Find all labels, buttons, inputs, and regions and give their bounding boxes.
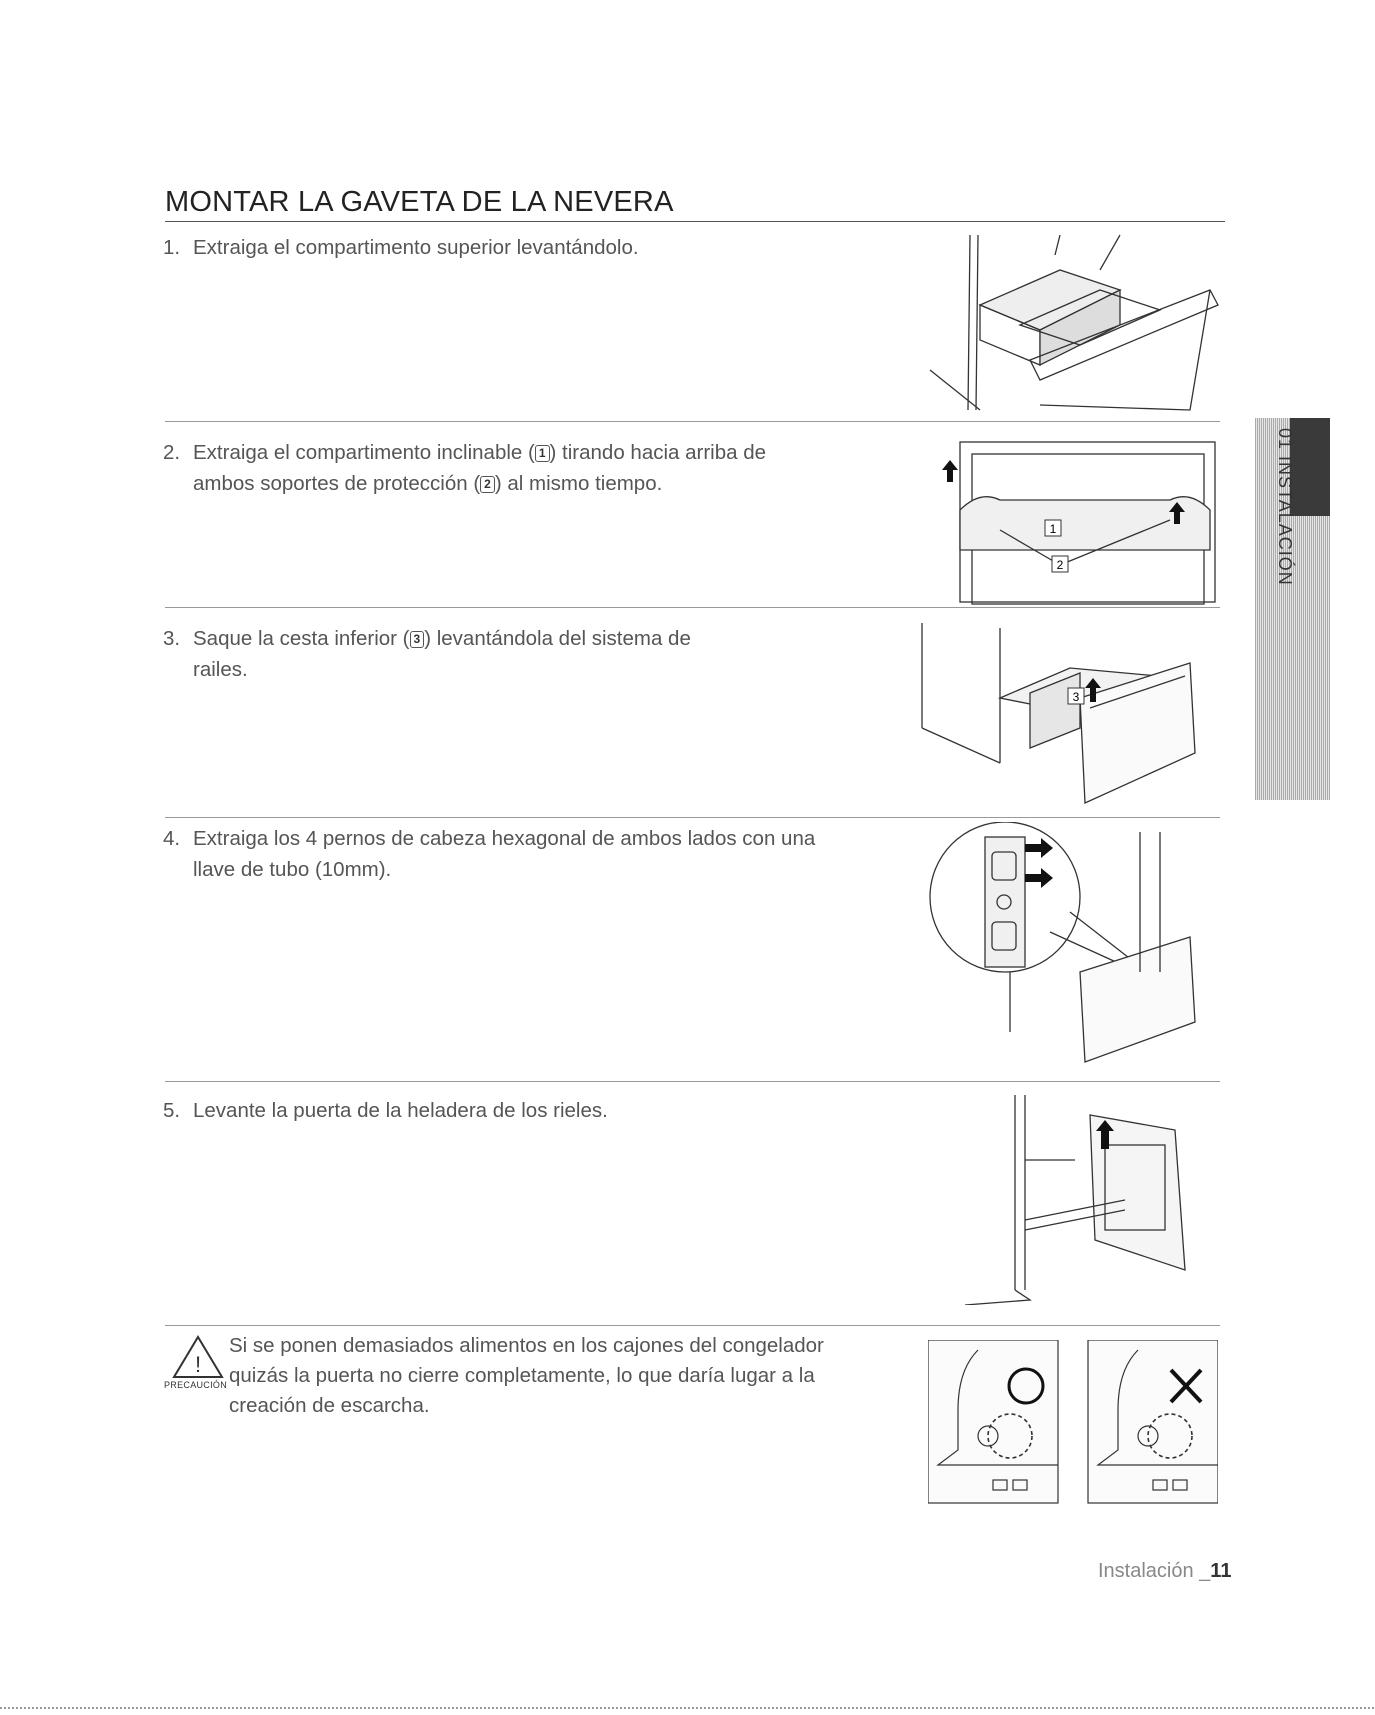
divider	[165, 421, 1220, 422]
step-text: Extraiga el compartimento superior levantándolo.	[193, 236, 639, 259]
divider	[165, 817, 1220, 818]
figure-caution	[928, 1340, 1218, 1505]
step-1	[163, 232, 639, 263]
figure-step-4	[920, 822, 1200, 1072]
figure-label-3: 3	[1072, 690, 1080, 704]
caution-line: Si se ponen demasiados alimentos en los cajones del congelador	[229, 1334, 824, 1357]
figure-step-2	[920, 430, 1220, 605]
step-text: ) tirando hacia arriba de	[549, 441, 767, 464]
divider	[165, 1081, 1220, 1082]
step-4	[163, 823, 815, 885]
bottom-border	[0, 1707, 1375, 1709]
caution-label: PRECAUCIÓN	[164, 1380, 228, 1390]
warning-icon	[170, 1333, 226, 1383]
caution-line: quizás la puerta no cierre completamente, lo que daría lugar a la	[229, 1364, 815, 1387]
step-5	[163, 1095, 608, 1126]
step-number: 4.	[163, 827, 181, 850]
step-3	[163, 623, 691, 685]
step-number: 1.	[163, 236, 181, 259]
step-text: railes.	[193, 658, 248, 681]
side-tab-label: 01 INSTALACIÓN	[1275, 428, 1295, 586]
divider	[165, 607, 1220, 608]
callout-badge: 3	[410, 631, 425, 648]
step-text: ) levantándola del sistema de	[424, 627, 691, 650]
figure-step-5	[955, 1090, 1195, 1305]
step-text: Extraiga el compartimento inclinable (	[193, 441, 535, 464]
up-arrow-icon	[942, 460, 958, 482]
page-number: 11	[1210, 1560, 1232, 1582]
caution-line: creación de escarcha.	[229, 1394, 430, 1417]
step-text: Levante la puerta de la heladera de los rieles.	[193, 1099, 608, 1122]
divider	[165, 1325, 1220, 1326]
step-2	[163, 437, 766, 499]
step-number: 3.	[163, 627, 181, 650]
step-text: Saque la cesta inferior (	[193, 627, 410, 650]
step-number: 5.	[163, 1099, 181, 1122]
figure-label-1: 1	[1049, 522, 1057, 536]
step-number: 2.	[163, 441, 181, 464]
svg-text:!: !	[194, 1352, 202, 1377]
figure-label-2: 2	[1056, 558, 1064, 572]
step-text: ambos soportes de protección (	[193, 472, 481, 495]
title-rule	[165, 221, 1225, 222]
page-title: MONTAR LA GAVETA DE LA NEVERA	[165, 186, 674, 218]
callout-badge: 1	[535, 445, 550, 462]
step-text: Extraiga los 4 pernos de cabeza hexagonal de ambos lados con una	[193, 827, 816, 850]
side-tab-marker	[1290, 418, 1330, 516]
page-footer	[1098, 1560, 1231, 1583]
caution-text	[229, 1331, 879, 1421]
callout-badge: 2	[480, 476, 495, 493]
figure-step-3	[920, 618, 1200, 808]
figure-step-1	[920, 230, 1220, 415]
step-text: ) al mismo tiempo.	[494, 472, 663, 495]
footer-section: Instalación _	[1098, 1560, 1211, 1582]
step-text: llave de tubo (10mm).	[193, 858, 392, 881]
